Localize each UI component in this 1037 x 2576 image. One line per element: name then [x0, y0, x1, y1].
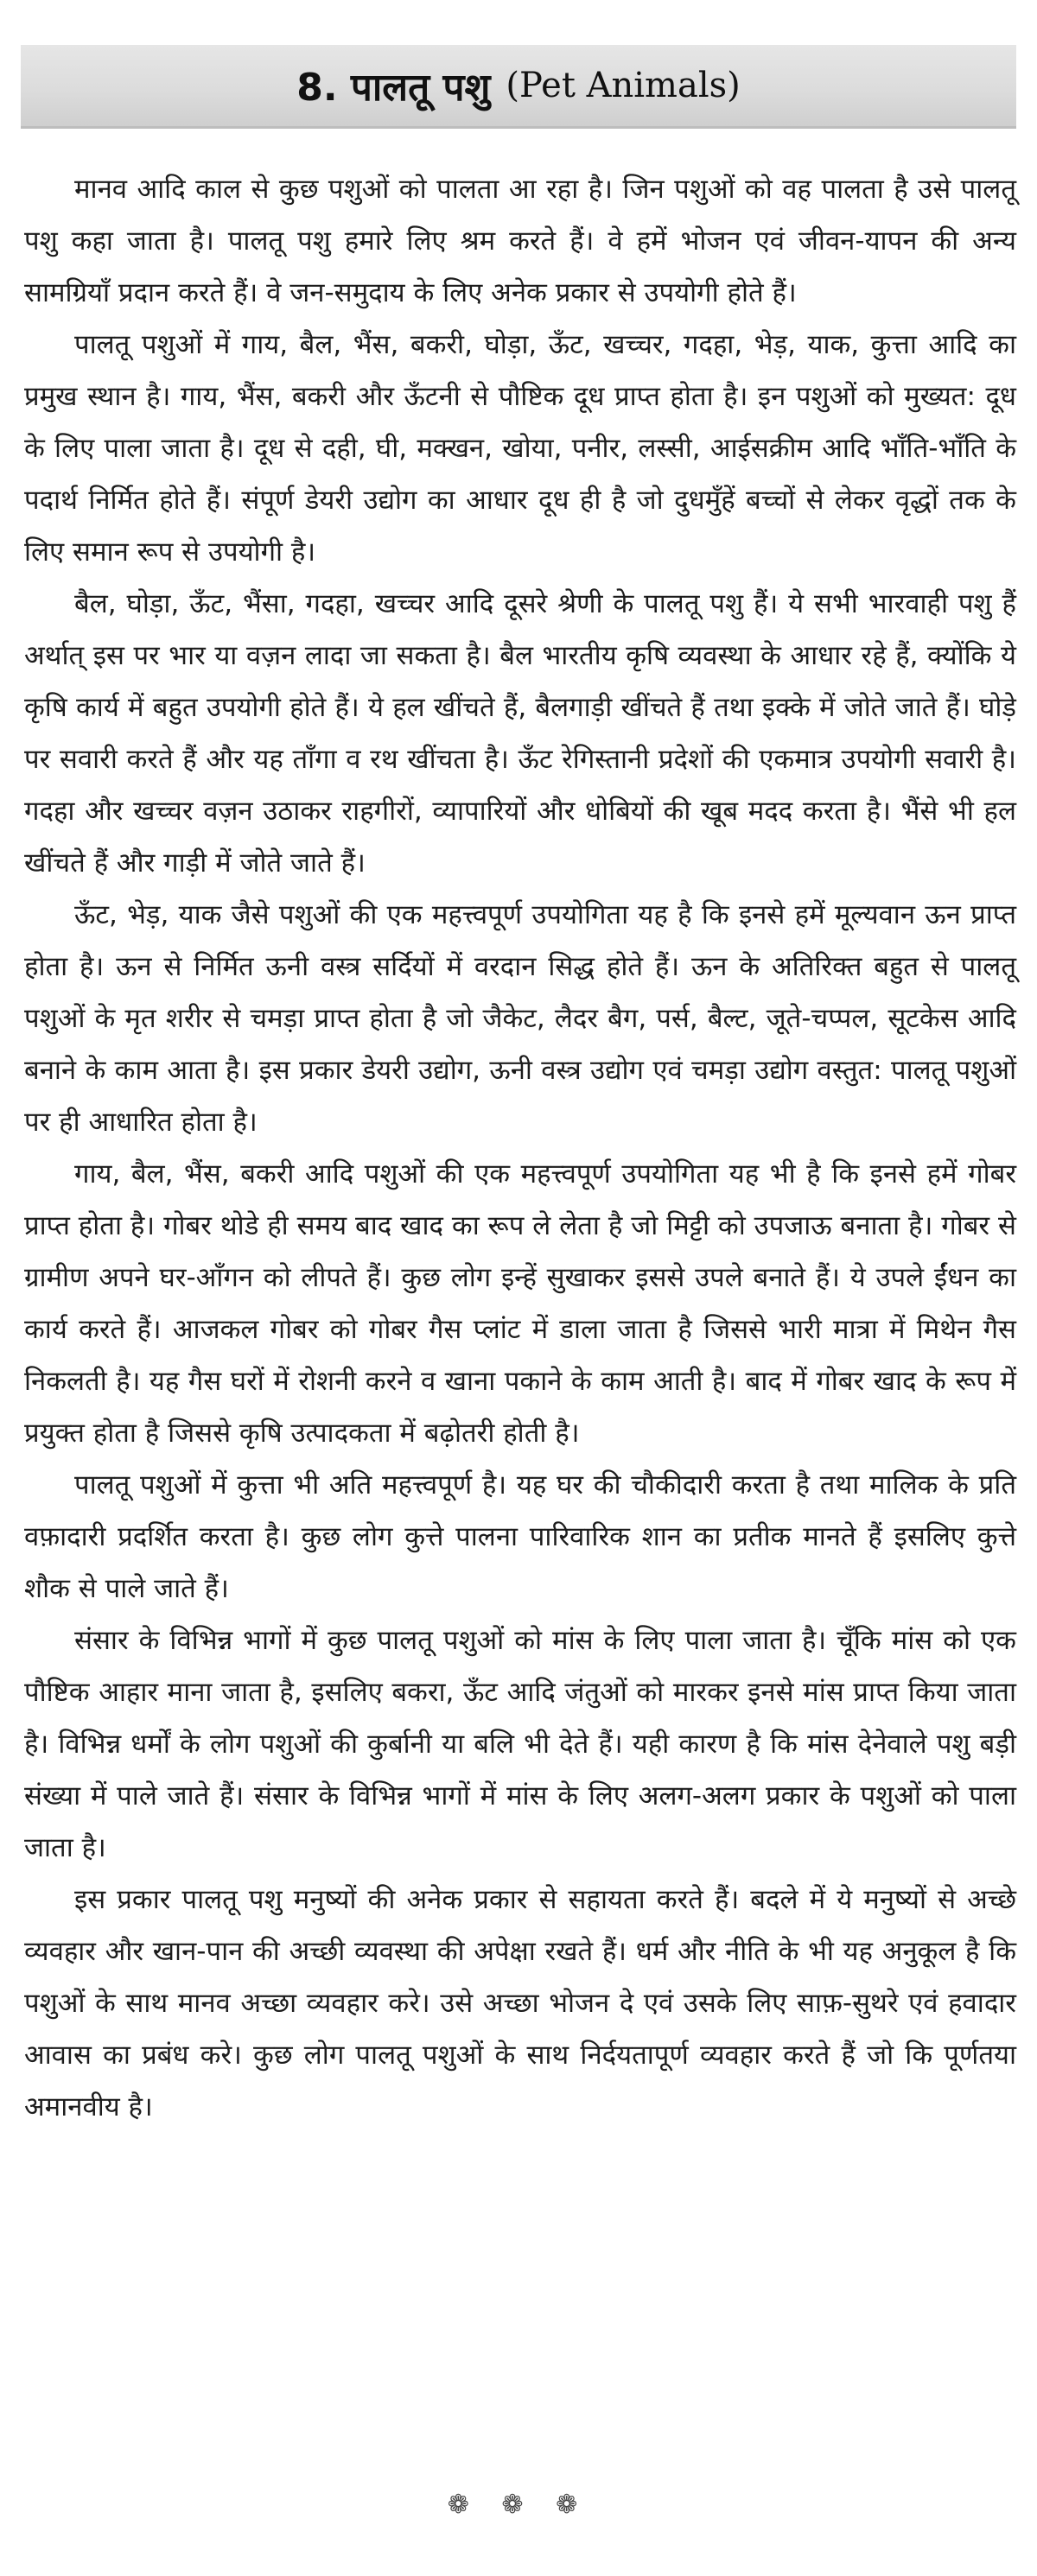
paragraph-intro: मानव आदि काल से कुछ पशुओं को पालता आ रहा है। जिन पशुओं को वह पालता है उसे पालतू पशु कहा जाता है। पालतू पशु हमारे लिए श्रम करते हैं। वे हमें भोजन एवं जीवन-यापन की अन्य सामग्रियाँ प्रदान करते हैं। वे जन-समुदाय के लिए अनेक प्रकार से उपयोगी होते हैं।	[24, 174, 1016, 308]
flower-ornament-icon: ❁ ❁ ❁	[447, 2490, 590, 2520]
paragraph-draught-animals: बैल, घोड़ा, ऊँट, भैंसा, गदहा, खच्चर आदि दूसरे श्रेणी के पालतू पशु हैं। ये सभी भारवाही पशु हैं अर्थात् इस पर भार या वज़न लादा जा सकता है। बैल भारतीय कृषि व्यवस्था के आधार रहे हैं, क्योंकि ये कृषि कार्य में बहुत उपयोगी होते हैं। ये हल खींचते हैं, बैलगाड़ी खींचते हैं तथा इक्के में जोते जाते हैं। घोड़े पर सवारी करते हैं और यह ताँगा व रथ खींचता है। ऊँट रेगिस्तानी प्रदेशों की एकमात्र उपयोगी सवारी है। गदहा और खच्चर वज़न उठाकर राहगीरों, व्यापारियों और धोबियों की खूब मदद करता है। भैंसे भी हल खींचते हैं और गाड़ी में जोते जाते हैं।	[24, 588, 1016, 879]
paragraph-conclusion: इस प्रकार पालतू पशु मनुष्यों की अनेक प्रकार से सहायता करते हैं। बदले में ये मनुष्यों से अच्छे व्यवहार और खान-पान की अच्छी व्यवस्था की अपेक्षा रखते हैं। धर्म और नीति के भी यह अनुकूल है कि पशुओं के साथ मानव अच्छा व्यवहार करे। उसे अच्छा भोजन दे एवं उसके लिए साफ़-सुथरे एवं हवादार आवास का प्रबंध करे। कुछ लोग पालतू पशुओं के साथ निर्दयतापूर्ण व्यवहार करते हैं जो कि पूर्णतया अमानवीय है।	[24, 1884, 1016, 2122]
page-subtitle-english: (Pet Animals)	[506, 66, 741, 105]
paragraph-dog: पालतू पशुओं में कुत्ता भी अति महत्त्वपूर्ण है। यह घर की चौकीदारी करता है तथा मालिक के प्रति वफ़ादारी प्रदर्शित करता है। कुछ लोग कुत्ते पालना पारिवारिक शान का प्रतीक मानते हैं इसलिए कुत्ते शौक से पाले जाते हैं।	[24, 1469, 1016, 1604]
essay-body	[21, 163, 1016, 2133]
paragraph-dung: गाय, बैल, भैंस, बकरी आदि पशुओं की एक महत्त्वपूर्ण उपयोगिता यह भी है कि इनसे हमें गोबर प्राप्त होता है। गोबर थोडे ही समय बाद खाद का रूप ले लेता है जो मिट्टी को उपजाऊ बनाता है। गोबर से ग्रामीण अपने घर-आँगन को लीपते हैं। कुछ लोग इन्हें सुखाकर इससे उपले बनाते हैं। ये उपले ईंधन का कार्य करते हैं। आजकल गोबर को गोबर गैस प्लांट में डाला जाता है जिससे भारी मात्रा में मिथेन गैस निकलती है। यह गैस घरों में रोशनी करने व खाना पकाने के काम आती है। बाद में गोबर खाद के रूप में प्रयुक्त होता है जिससे कृषि उत्पादकता में बढ़ोतरी होती है।	[24, 1158, 1016, 1449]
paragraph-wool-leather: ऊँट, भेड़, याक जैसे पशुओं की एक महत्त्वपूर्ण उपयोगिता यह है कि इनसे हमें मूल्यवान ऊन प्राप्त होता है। ऊन से निर्मित ऊनी वस्त्र सर्दियों में वरदान सिद्ध होते हैं। ऊन के अतिरिक्त बहुत से पालतू पशुओं के मृत शरीर से चमड़ा प्राप्त होता है जो जैकेट, लैदर बैग, पर्स, बैल्ट, जूते-चप्पल, सूटकेस आदि बनाने के काम आता है। इस प्रकार डेयरी उद्योग, ऊनी वस्त्र उद्योग एवं चमड़ा उद्योग वस्तुत: पालतू पशुओं पर ही आधारित होता है।	[24, 899, 1016, 1138]
title-banner	[21, 45, 1016, 129]
paragraph-milk-animals: पालतू पशुओं में गाय, बैल, भैंस, बकरी, घोड़ा, ऊँट, खच्चर, गदहा, भेड़, याक, कुत्ता आदि का प्रमुख स्थान है। गाय, भैंस, बकरी और ऊँटनी से पौष्टिक दूध प्राप्त होता है। इन पशुओं को मुख्यत: दूध के लिए पाला जाता है। दूध से दही, घी, मक्खन, खोया, पनीर, लस्सी, आईसक्रीम आदि भाँति-भाँति के पदार्थ निर्मित होते हैं। संपूर्ण डेयरी उद्योग का आधार दूध ही है जो दुधमुँहें बच्चों से लेकर वृद्धों तक के लिए समान रूप से उपयोगी है।	[24, 329, 1016, 568]
page-title: 8. पालतू पशु	[296, 66, 491, 110]
paragraph-meat: संसार के विभिन्न भागों में कुछ पालतू पशुओं को मांस के लिए पाला जाता है। चूँकि मांस को एक पौष्टिक आहार माना जाता है, इसलिए बकरा, ऊँट आदि जंतुओं को मारकर इनसे मांस प्राप्त किया जाता है। विभिन्न धर्मों के लोग पशुओं की कुर्बानी या बलि भी देते हैं। यही कारण है कि मांस देनेवाले पशु बड़ी संख्या में पाले जाते हैं। संसार के विभिन्न भागों में मांस के लिए अलग-अलग प्रकार के पशुओं को पाला जाता है।	[24, 1625, 1016, 1863]
